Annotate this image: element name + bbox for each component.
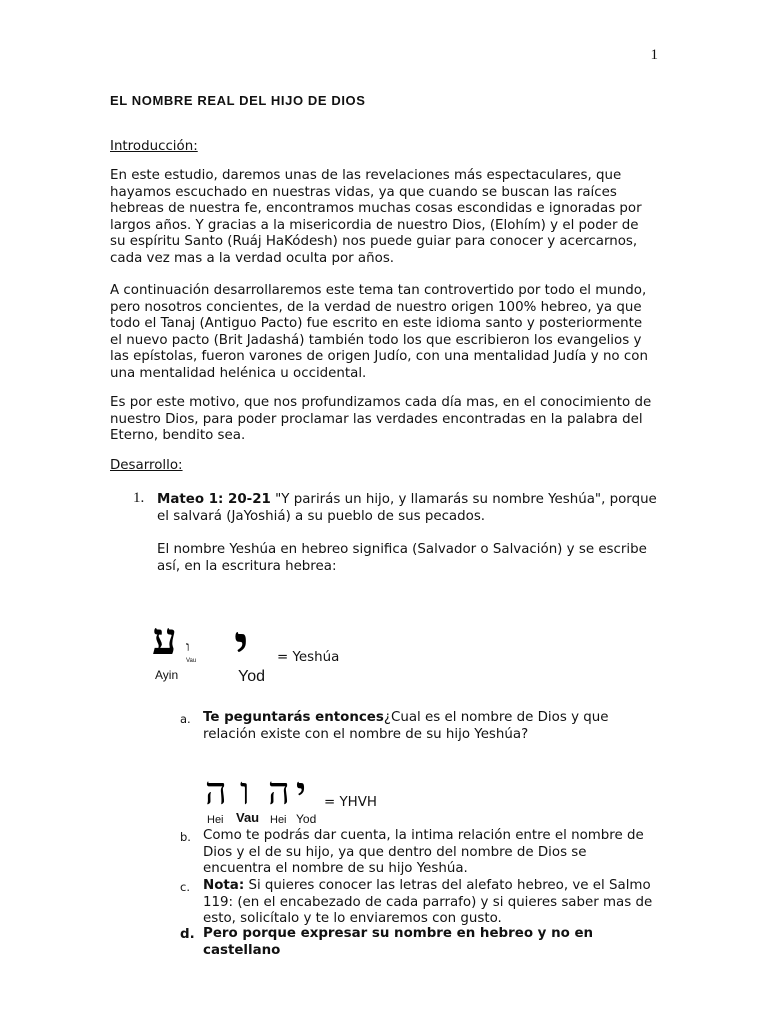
intro-paragraph-1: En este estudio, daremos unas de las revelaciones más espectaculares, que hayamos escuchado en nuestras vidas, ya que cuando se buscan las raíces hebreas de nuestra fe, encontramos muchas cosas escondidas e ignoradas por largos años. Y gracias a la misericordia de nuestro Dios, (Elohím) y el poder de su espíritu Santo (Ruáj HaKódesh) nos puede guiar para conocer y acercarnos, cada vez mas a la verdad oculta por años. bbox=[110, 168, 642, 266]
vau-small-glyph: ו bbox=[186, 639, 190, 655]
hei-label-1: Hei bbox=[207, 814, 224, 826]
yeshua-equals: = Yeshúa bbox=[277, 650, 340, 665]
hei-label-2: Hei bbox=[270, 814, 287, 826]
intro-heading: Introducción: bbox=[110, 139, 198, 154]
vau-glyph: ו bbox=[240, 769, 250, 813]
sub-item-b: Como te podrás dar cuenta, la intima relación entre el nombre de Dios y el de su hijo, ya que dentro del nombre de Dios se encuentra el nombre de su hijo Yeshúa. bbox=[203, 828, 644, 877]
ayin-glyph: ע bbox=[152, 614, 177, 665]
sub-item-c-body: Si quieres conocer las letras del alefato hebreo, ve el Salmo 119: (en el encabezado de cada parrafo) y si quieres saber mas de esto, solicítalo y te lo enviaremos con gusto. bbox=[203, 878, 653, 927]
list-number-1: 1. bbox=[133, 490, 145, 506]
sub-item-a bbox=[203, 710, 658, 743]
desarrollo-heading: Desarrollo: bbox=[110, 458, 183, 473]
sub-item-c-bold: Nota: bbox=[203, 878, 245, 893]
hei-glyph-1: ה bbox=[205, 769, 227, 813]
vau-label: Vau bbox=[236, 810, 260, 825]
sub-marker-c: c. bbox=[180, 880, 190, 894]
yod-glyph-2: י bbox=[296, 768, 306, 813]
sub-item-a-body: ¿Cual es el nombre de Dios y que relación existe con el nombre de su hijo Yeshúa? bbox=[203, 710, 609, 742]
yhvh-equals: = YHVH bbox=[324, 795, 377, 810]
item-1-text bbox=[157, 492, 657, 525]
hei-glyph-2: ה bbox=[268, 769, 290, 813]
yod-label: Yod bbox=[238, 668, 265, 685]
sub-marker-d: d. bbox=[180, 927, 195, 942]
yod-glyph: י bbox=[234, 613, 249, 679]
sub-marker-a: a. bbox=[180, 712, 191, 726]
intro-paragraph-2: A continuación desarrollaremos este tema tan controvertido por todo el mundo, pero nosotros concientes, de la verdad de nuestro origen 100% hebreo, ya que todo el Tanaj (Antiguo Pacto) fue escrito en este idioma santo y posteriormente el nuevo pacto (Brit Jadashá) también todo los que escribieron los evangelios y las epístolas, fueron varones de origen Judío, con una mentalidad Judía y no con una mentalidad helénica u occidental. bbox=[110, 283, 648, 381]
sub-marker-b: b. bbox=[180, 830, 191, 844]
document-title: EL NOMBRE REAL DEL HIJO DE DIOS bbox=[110, 93, 366, 108]
ayin-label: Ayin bbox=[155, 668, 179, 682]
item-1-paragraph-2: El nombre Yeshúa en hebreo significa (Salvador o Salvación) y se escribe así, en la escritura hebrea: bbox=[157, 542, 647, 574]
sub-item-d: Pero porque expresar su nombre en hebreo y no en castellano bbox=[203, 926, 594, 958]
vau-small-label: Vau bbox=[186, 658, 197, 664]
intro-paragraph-3: Es por este motivo, que nos profundizamos cada día mas, en el conocimiento de nuestro Dios, para poder proclamar las verdades encontradas en la palabra del Eterno, bendito sea. bbox=[110, 395, 652, 444]
item-1-reference: Mateo 1: 20-21 bbox=[157, 492, 271, 507]
item-1-body: "Y parirás un hijo, y llamarás su nombre Yeshúa", porque el salvará (JaYoshiá) a su pueblo de sus pecados. bbox=[157, 492, 657, 524]
yod-label-2: Yod bbox=[296, 812, 317, 826]
page-number: 1 bbox=[650, 47, 658, 63]
sub-item-c bbox=[203, 878, 658, 928]
sub-item-a-bold: Te peguntarás entonces bbox=[203, 710, 384, 725]
